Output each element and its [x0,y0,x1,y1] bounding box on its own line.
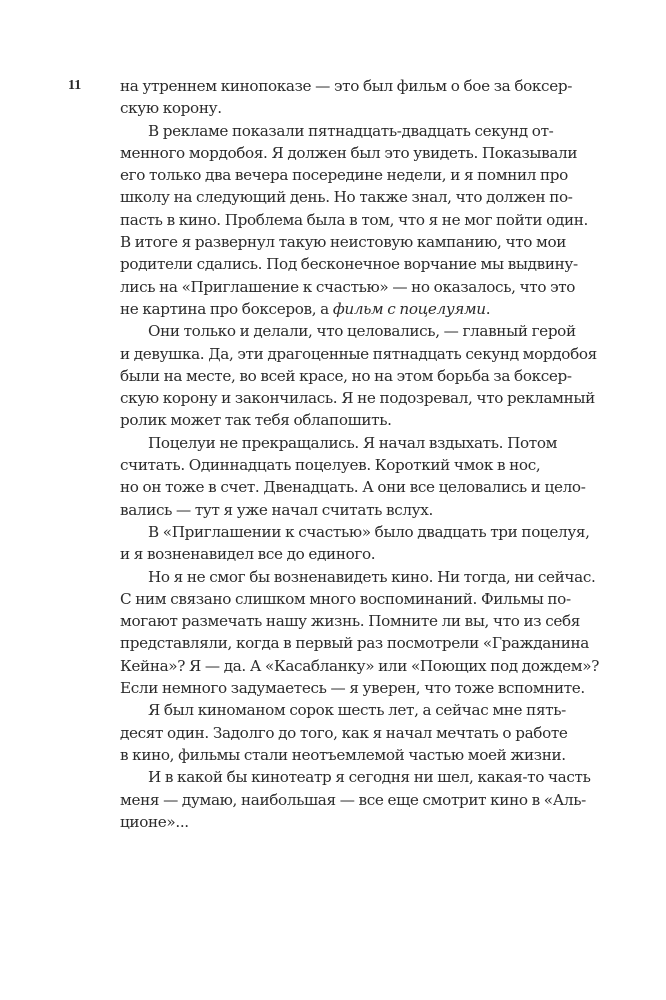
text-line: В рекламе показали пятнадцать-двадцать секунд от- [148,121,554,140]
text-line: могают размечать нашу жизнь. Помните ли вы, что из себя [120,612,581,631]
text-line: скую корону. [120,99,222,118]
italic-phrase: фильм с поцелуями [332,299,486,318]
text-line: пасть в кино. Проблема была в том, что я не мог пойти один. [120,210,588,229]
text-line: Если немного задумаетесь — я уверен, что тоже вспомните. [120,679,585,698]
text-line: но он тоже в счет. Двенадцать. А они все целовались и цело- [120,478,586,497]
text-line: вались — тут я уже начал считать вслух. [120,500,433,519]
text-line: лись на «Приглашение к счастью» — но оказалось, что это [120,277,576,296]
text-line: менного мордобоя. Я должен был это увидеть. Показывали [120,143,578,162]
text-line: десят один. Задолго до того, как я начал мечтать о работе [120,723,568,742]
text-line: Я был киноманом сорок шесть лет, а сейчас мне пять- [148,701,566,720]
text-line: ролик может так тебя облапошить. [120,411,392,430]
page-number: 11 [68,78,82,93]
text-line: В «Приглашении к счастью» было двадцать три поцелуя, [148,522,590,541]
text-line: и девушка. Да, эти драгоценные пятнадцать секунд мордобоя [120,344,597,363]
text-line: Но я не смог бы возненавидеть кино. Ни тогда, ни сейчас. [148,567,596,586]
text-line: родители сдались. Под бесконечное ворчание мы выдвину- [120,255,578,274]
text-line: скую корону и закончилась. Я не подозревал, что рекламный [120,389,595,408]
text-line: Они только и делали, что целовались, — главный герой [148,322,576,341]
text-line: ционе»... [120,812,189,831]
text-segment: . [485,299,491,318]
text-line-with-italic [120,298,590,320]
text-line: представляли, когда в первый раз посмотрели «Гражданина [120,634,589,653]
text-line: Кейна»? Я — да. А «Касабланку» или «Поющих под дождем»? [120,656,599,675]
text-line: в кино, фильмы стали неотъемлемой частью моей жизни. [120,745,566,764]
text-line: Поцелуи не прекращались. Я начал вздыхать. Потом [148,433,558,452]
text-line: В итоге я развернул такую неистовую кампанию, что мои [120,233,567,252]
text-line: его только два вечера посередине недели, и я помнил про [120,166,568,185]
text-line: школу на следующий день. Но также знал, что должен по- [120,188,573,207]
text-line: на утреннем кинопоказе — это был фильм о бое за боксер- [120,77,573,95]
text-line: считать. Одиннадцать поцелуев. Короткий чмок в нос, [120,456,541,475]
text-segment: не картина про боксеров, а [120,299,333,318]
text-line: меня — думаю, наибольшая — все еще смотрит кино в «Аль- [120,790,586,809]
text-line: были на месте, во всей красе, но на этом борьба за боксер- [120,366,572,385]
text-line: С ним связано слишком много воспоминаний. Фильмы по- [120,589,571,608]
text-line: И в какой бы кинотеатр я сегодня ни шел, какая-то часть [148,768,591,787]
text-line: и я возненавидел все до единого. [120,545,376,564]
body-text [120,75,599,833]
